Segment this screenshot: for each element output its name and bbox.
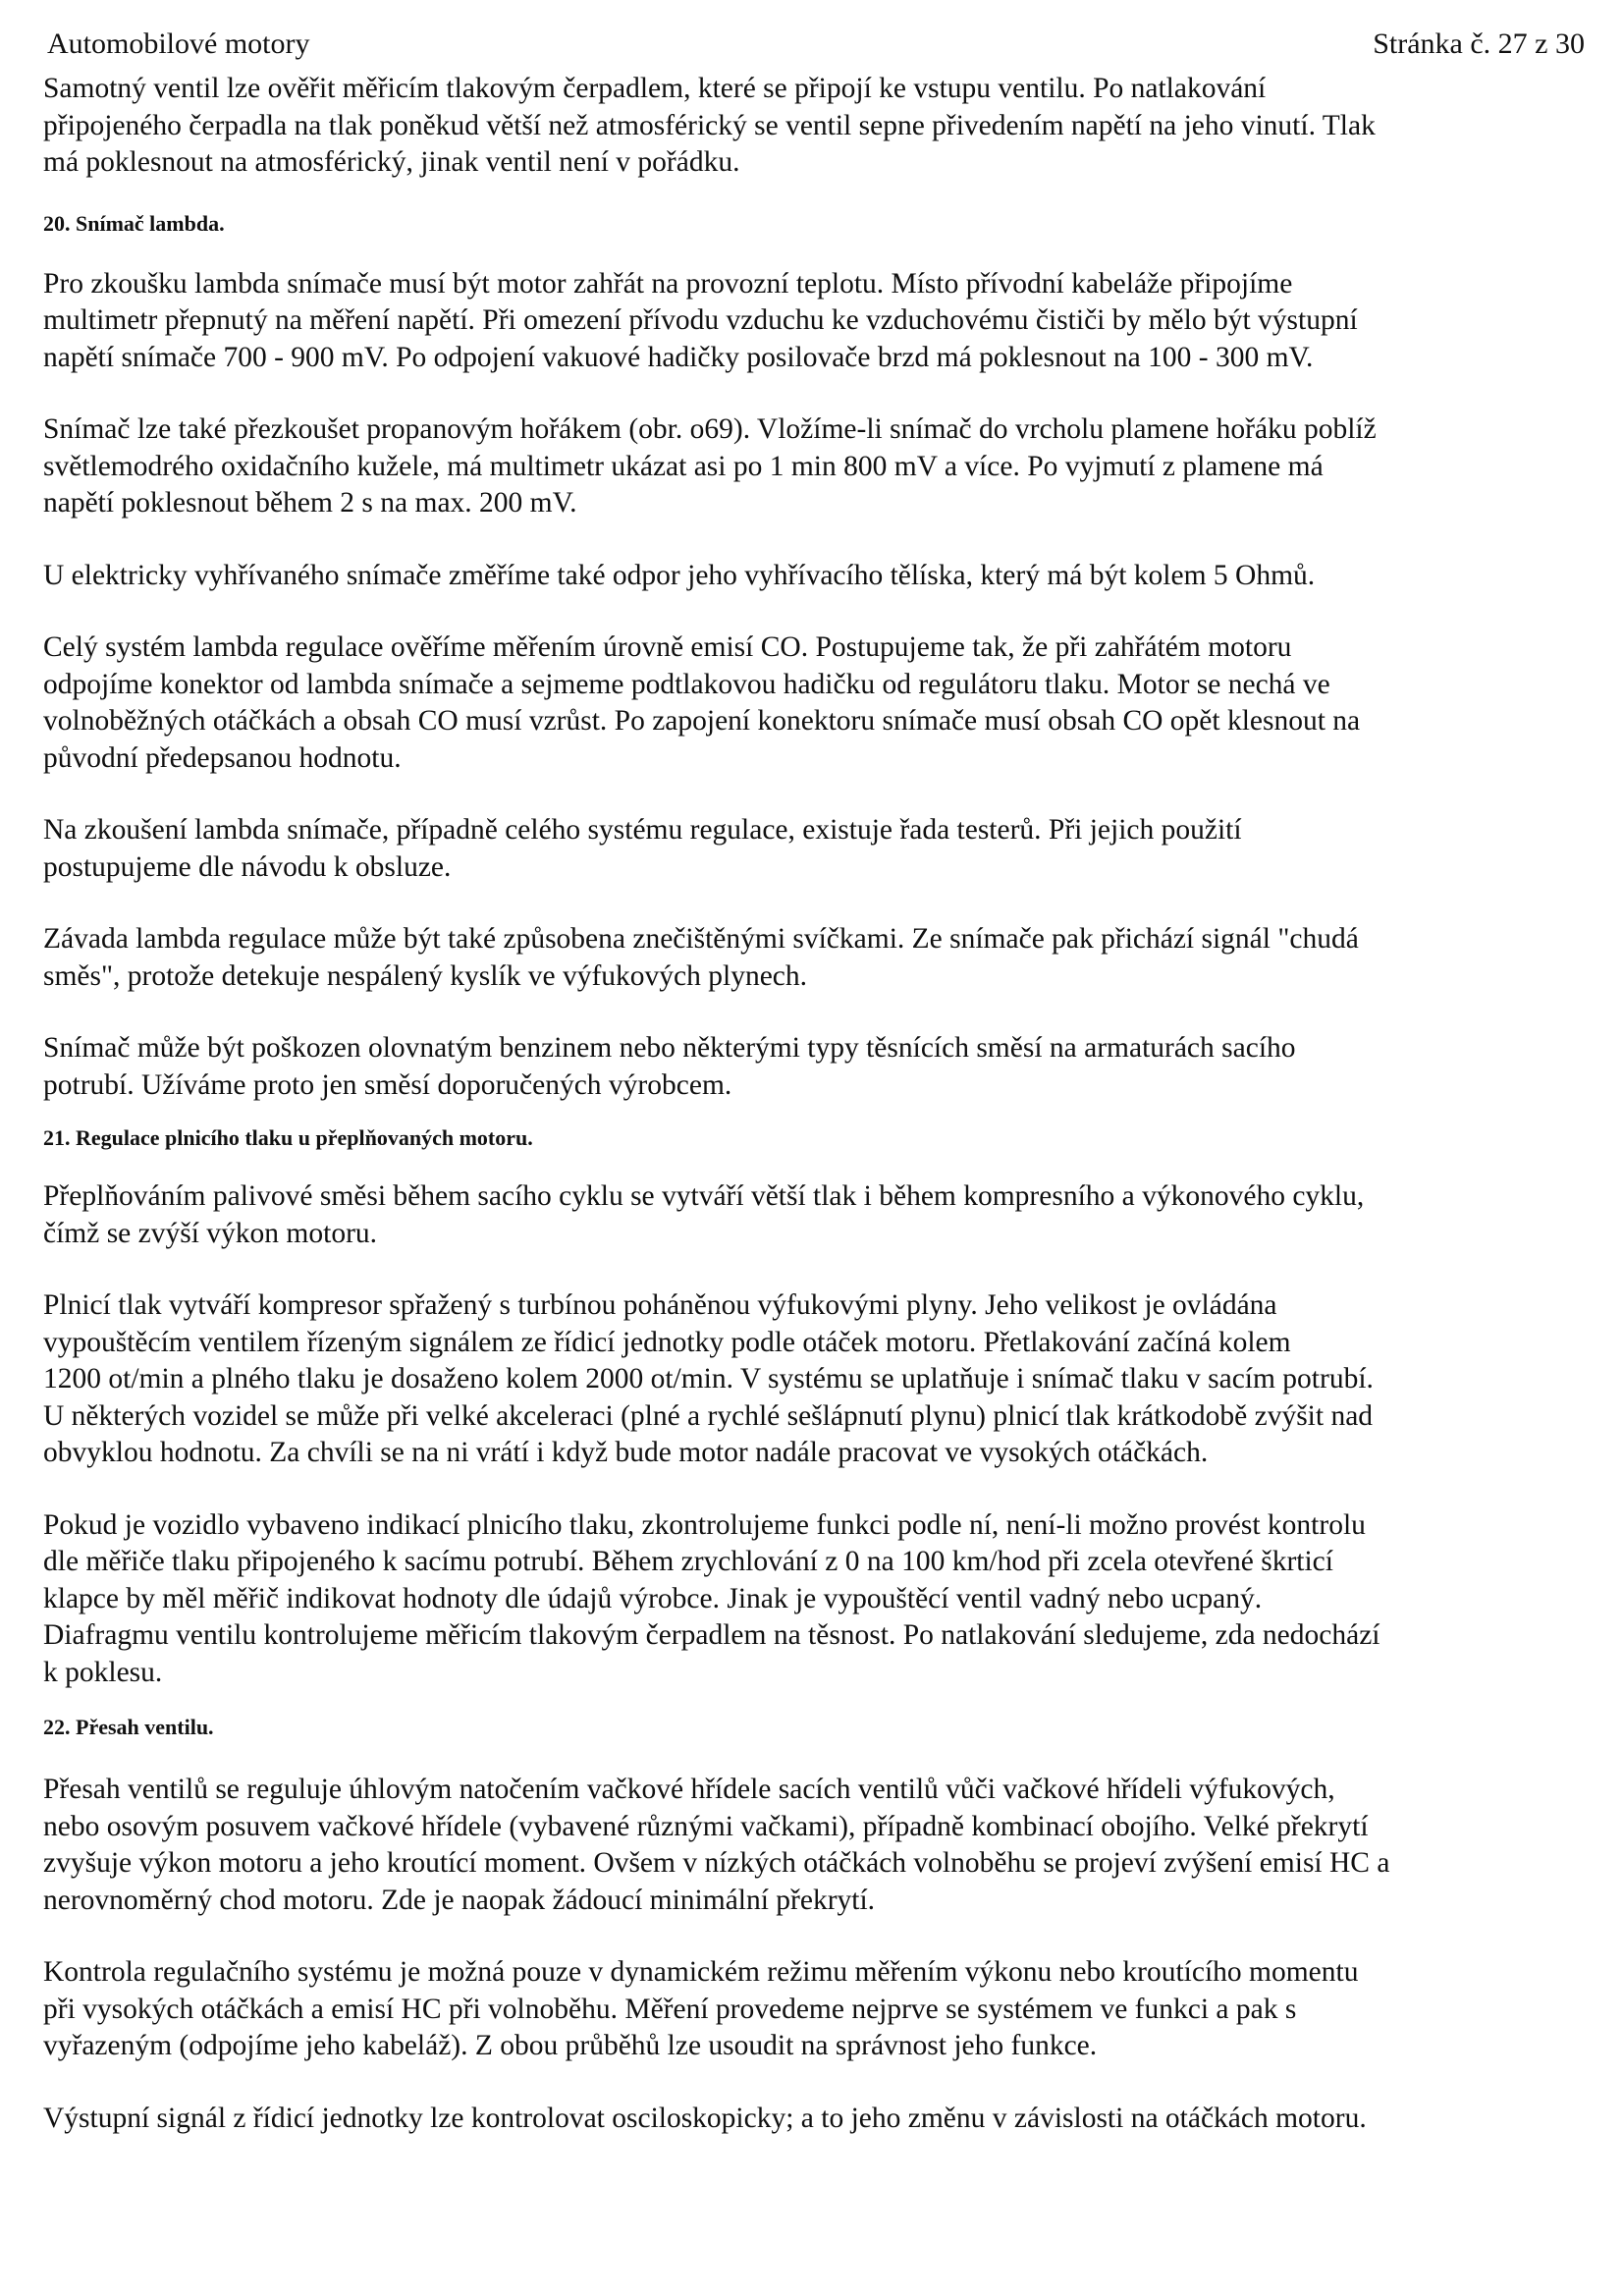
- paragraph-oscilloscope: Výstupní signál z řídicí jednotky lze kontrolovat osciloskopicky; a to jeho změnu v závislosti na otáčkách motoru.: [43, 2102, 1367, 2134]
- paragraph-spark-plugs: Závada lambda regulace může být také způsobena znečištěnými svíčkami. Ze snímače pak přichází signál "chudá směs", protože detekuje nespálený kyslík ve výfukových plynech.: [43, 923, 1359, 992]
- paragraph-valve-overlap: Přesah ventilů se reguluje úhlovým natočením vačkové hřídele sacích ventilů vůči vačkové hřídeli výfukových, nebo osovým posuvem vačkové hřídele (vybavené různými vačkami), případně kombinací obojího. Velké překrytí zvyšuje výkon motoru a jeho kroutící moment. Ovšem v nízkých otáčkách volnoběhu se projeví zvýšení emisí HC a nerovnoměrný chod motoru. Zde je naopak žádoucí minimální překrytí.: [43, 1774, 1390, 1916]
- document-page: [39, 26, 1591, 2137]
- paragraph-control-check: Kontrola regulačního systému je možná pouze v dynamickém režimu měřením výkonu nebo kroutícího momentu při vysokých otáčkách a emisí HC při volnoběhu. Měření provedeme nejprve se systémem ve funkci a pak s vyřazeným (odpojíme jeho kabeláž). Z obou průběhů lze usoudit na správnost jeho funkce.: [43, 1956, 1359, 2061]
- paragraph-lambda-test: Pro zkoušku lambda snímače musí být motor zahřát na provozní teplotu. Místo přívodní kabeláže připojíme multimetr přepnutý na měření napětí. Při omezení přívodu vzduchu ke vzduchovému čističi by mělo být výstupní napětí snímače 700 - 900 mV. Po odpojení vakuové hadičky posilovače brzd má poklesnout na 100 - 300 mV.: [43, 267, 1358, 373]
- section-heading-22: 22. Přesah ventilu.: [43, 1715, 214, 1739]
- paragraph-turbo-intro: Přeplňováním palivové směsi během sacího cyklu se vytváří větší tlak i během kompresního a výkonového cyklu, čímž se zvýší výkon motoru.: [43, 1180, 1365, 1249]
- paragraph-boost-pressure: Plnicí tlak vytváří kompresor spřažený s turbínou poháněnou výfukovými plyny. Jeho velikost je ovládána vypouštěcím ventilem řízeným signálem ze řídicí jednotky podle otáček motoru. Přetlakování začíná kolem 1200 ot/min a plného tlaku je dosaženo kolem 2000 ot/min. V systému se uplatňuje i snímač tlaku v sacím potrubí. U některých vozidel se může při velké akceleraci (plné a rychlé sešlápnutí plynu) plnicí tlak krátkodobě zvýšit nad obvyklou hodnotu. Za chvíli se na ni vrátí i když bude motor nadále pracovat ve vysokých otáčkách.: [43, 1289, 1374, 1468]
- section-heading-20: 20. Snímač lambda.: [43, 210, 225, 236]
- page-header: [39, 26, 1591, 69]
- paragraph-valve-check: Samotný ventil lze ověřit měřicím tlakovým čerpadlem, které se připojí ke vstupu ventilu. Po natlakování připojeného čerpadla na tlak poněkud větší než atmosférický se ventil sepne přivedením napětí na jeho vinutí. Tlak má poklesnout na atmosférický, jinak ventil není v pořádku.: [43, 73, 1376, 178]
- document-title: Automobilové motory: [47, 27, 310, 60]
- paragraph-testers: Na zkoušení lambda snímače, případně celého systému regulace, existuje řada testerů. Při jejich použití postupujeme dle návodu k obsluze.: [43, 814, 1242, 883]
- paragraph-heater-resistance: U elektricky vyhřívaného snímače změříme také odpor jeho vyhřívacího tělíska, který má být kolem 5 Ohmů.: [43, 559, 1316, 591]
- paragraph-boost-check: Pokud je vozidlo vybaveno indikací plnicího tlaku, zkontrolujeme funkci podle ní, není-li možno provést kontrolu dle měřiče tlaku připojeného k sacímu potrubí. Během zrychlování z 0 na 100 km/hod při zcela otevřené škrticí klapce by měl měřič indikovat hodnoty dle údajů výrobce. Jinak je vypouštěcí ventil vadný nebo ucpaný. Diafragmu ventilu kontrolujeme měřicím tlakovým čerpadlem na těsnost. Po natlakování sledujeme, zda nedochází k poklesu.: [43, 1508, 1380, 1688]
- section-heading-21: 21. Regulace plnicího tlaku u přeplňovaných motoru.: [43, 1125, 533, 1150]
- page-number: Stránka č. 27 z 30: [1373, 27, 1585, 60]
- paragraph-leaded-fuel: Snímač může být poškozen olovnatým benzinem nebo některými typy těsnících směsí na armaturách sacího potrubí. Užíváme proto jen směsí doporučených výrobcem.: [43, 1032, 1296, 1101]
- paragraph-co-emissions: Celý systém lambda regulace ověříme měřením úrovně emisí CO. Postupujeme tak, že při zahřátém motoru odpojíme konektor od lambda snímače a sejmeme podtlakovou hadičku od regulátoru tlaku. Motor se nechá ve volnoběžných otáčkách a obsah CO musí vzrůst. Po zapojení konektoru snímače musí obsah CO opět klesnout na původní předepsanou hodnotu.: [43, 631, 1361, 774]
- paragraph-propane-test: Snímač lze také přezkoušet propanovým hořákem (obr. o69). Vložíme-li snímač do vrcholu plamene hořáku poblíž světlemodrého oxidačního kužele, má multimetr ukázat asi po 1 min 800 mV a více. Po vyjmutí z plamene má napětí poklesnout během 2 s na max. 200 mV.: [43, 413, 1377, 519]
